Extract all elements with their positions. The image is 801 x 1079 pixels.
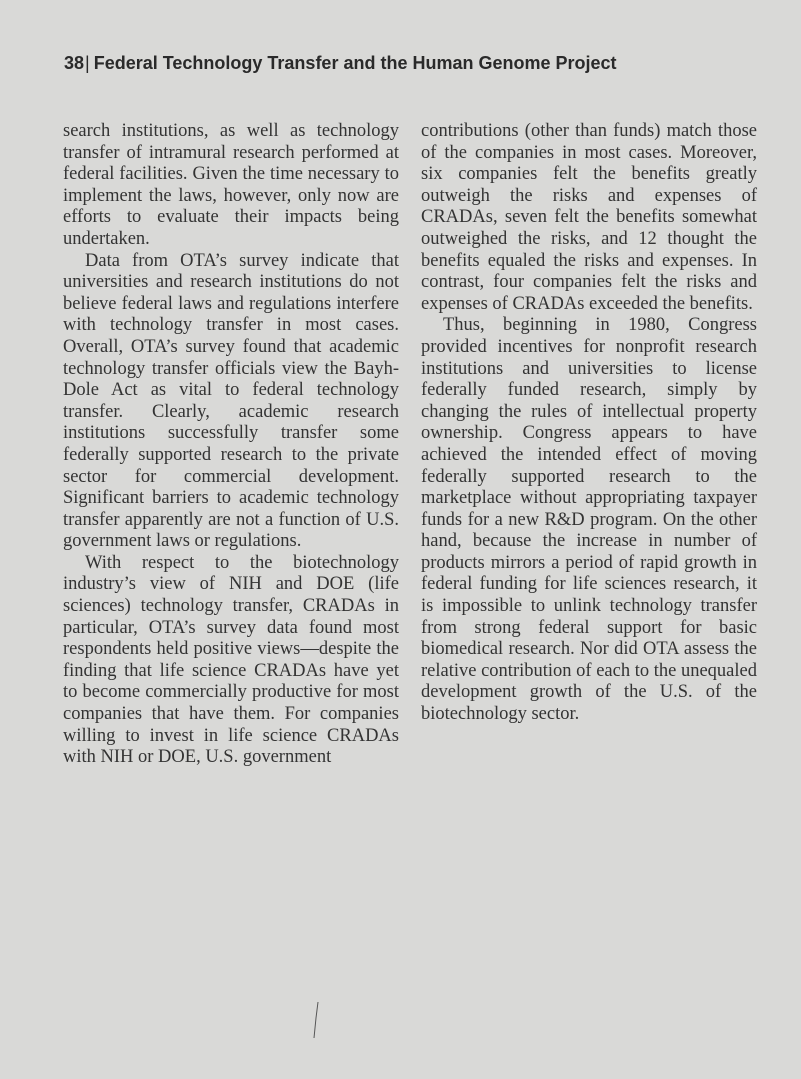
scan-mark: [312, 1000, 320, 1040]
paragraph: contributions (other than funds) match those of the companies in most cases. Moreover, six companies felt the benefits greatly outweigh the risks and expenses of CRADAs, seven felt the benefits somewhat outweighed the risks, and 12 thought the benefits equaled the risks and expenses. In contrast, four companies felt the risks and expenses of CRADAs exceeded the benefits.: [421, 121, 757, 314]
running-header: [64, 53, 754, 74]
paragraph: Thus, beginning in 1980, Congress provided incentives for nonprofit research institutions and universities to license federally funded research, simply by changing the rules of intellectual property ownership. Congress appears to have achieved the intended effect of moving federally supported research to the marketplace without appropriating taxpayer funds for a new R&D program. On the other hand, because the increase in number of products mirrors a period of rapid growth in federal funding for life sciences research, it is impossible to unlink technology transfer from strong federal support for basic biomedical research. Nor did OTA assess the relative contribution of each to the unequaled development growth of the U.S. of the biotechnology sector.: [421, 315, 757, 725]
right-column: [421, 121, 757, 726]
paragraph: With respect to the biotechnology industry’s view of NIH and DOE (life sciences) technology transfer, CRADAs in particular, OTA’s survey data found most respondents held positive views—despite the finding that life science CRADAs have yet to become commercially productive for most companies that have them. For companies willing to invest in life science CRADAs with NIH or DOE, U.S. government: [63, 552, 399, 768]
paragraph: Data from OTA’s survey indicate that universities and research institutions do not believe federal laws and regulations interfere with technology transfer in most cases. Overall, OTA’s survey found that academic technology transfer officials view the Bayh-Dole Act as vital to federal technology transfer. Clearly, academic research institutions successfully transfer some federally supported research to the private sector for commercial development. Significant barriers to academic technology transfer apparently are not a function of U.S. government laws or regulations.: [63, 250, 399, 552]
header-separator: |: [85, 53, 90, 73]
page-number: 38: [64, 53, 85, 73]
left-column: [63, 121, 399, 769]
header-title: Federal Technology Transfer and the Human Genome Project: [93, 53, 617, 73]
paragraph: search institutions, as well as technology transfer of intramural research performed at federal facilities. Given the time necessary to implement the laws, however, only now are efforts to evaluate their impacts being undertaken.: [63, 121, 399, 249]
